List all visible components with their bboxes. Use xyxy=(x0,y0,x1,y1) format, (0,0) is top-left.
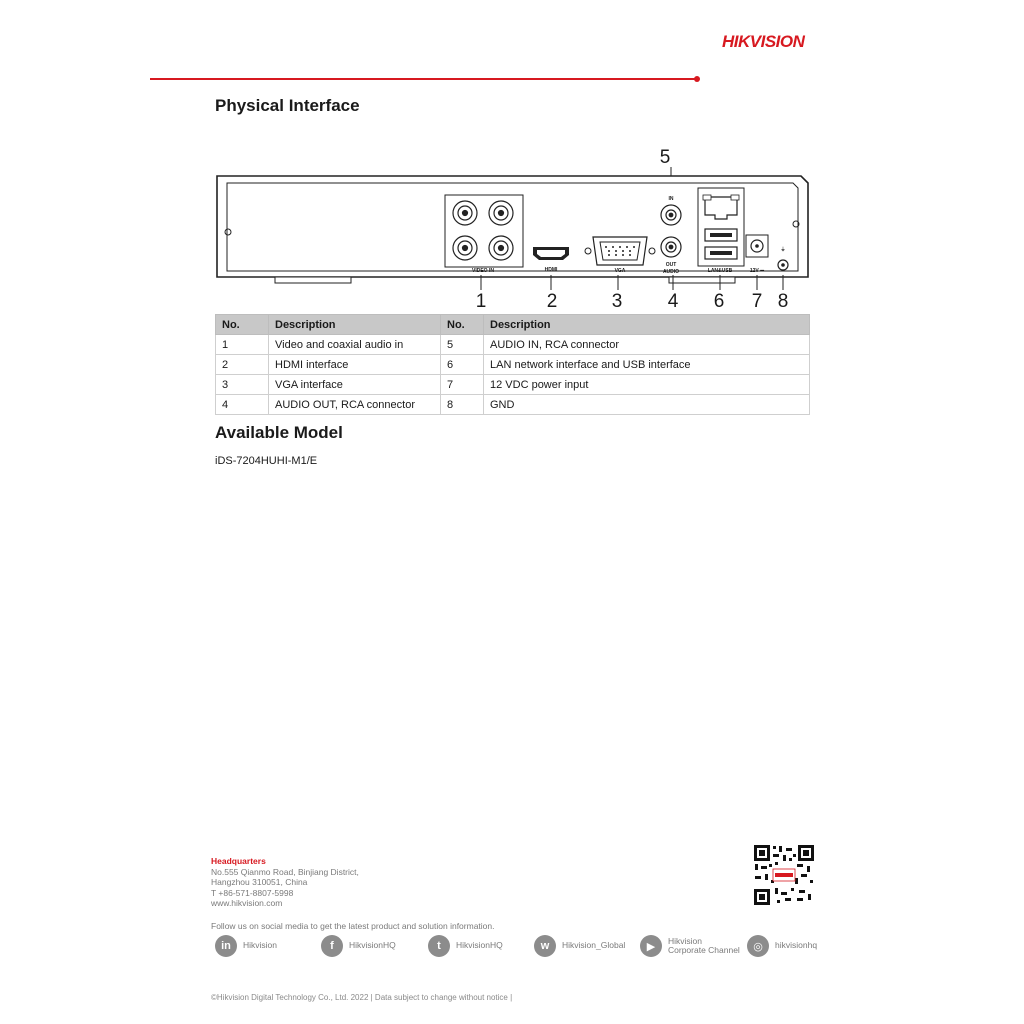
cell-description: HDMI interface xyxy=(269,355,441,375)
port-label-audio-in: IN xyxy=(668,196,674,202)
callout-3: 3 xyxy=(611,291,623,312)
rear-panel-diagram xyxy=(213,145,813,315)
cell-description: AUDIO OUT, RCA connector xyxy=(269,395,441,415)
copyright-notice: ©Hikvision Digital Technology Co., Ltd. 2022 | Data subject to change without notice | xyxy=(211,993,513,1002)
social-linkedin[interactable] xyxy=(215,935,277,957)
address-line: No.555 Qianmo Road, Binjiang District, xyxy=(211,866,359,877)
callout-2: 2 xyxy=(546,291,558,312)
cell-no: 3 xyxy=(216,375,269,395)
cell-description: LAN network interface and USB interface xyxy=(484,355,810,375)
port-label-gnd: ⏚ xyxy=(780,247,786,253)
cell-no: 4 xyxy=(216,395,269,415)
interface-table xyxy=(215,314,810,415)
header-divider xyxy=(150,78,695,80)
port-label-audio-out: OUT xyxy=(665,262,677,268)
social-wechat[interactable] xyxy=(534,935,625,957)
social-handle: HikvisionHQ xyxy=(349,940,396,951)
physical-interface-title: Physical Interface xyxy=(215,96,360,115)
hikvision-logo: HIKVISION xyxy=(722,32,805,51)
instagram-icon: ◎ xyxy=(747,935,769,957)
twitter-icon: t xyxy=(428,935,450,957)
facebook-icon: f xyxy=(321,935,343,957)
callout-5: 5 xyxy=(659,147,671,168)
header-description: Description xyxy=(269,315,441,335)
address-line: Hangzhou 310051, China xyxy=(211,877,308,887)
cell-no: 1 xyxy=(216,335,269,355)
social-intro-text: Follow us on social media to get the latest product and solution information. xyxy=(211,921,495,931)
header-no: No. xyxy=(441,315,484,335)
social-youtube[interactable] xyxy=(640,935,740,957)
table-row xyxy=(216,355,810,375)
cell-no: 2 xyxy=(216,355,269,375)
header-description: Description xyxy=(484,315,810,335)
cell-no: 5 xyxy=(441,335,484,355)
header-divider-dot xyxy=(694,76,700,82)
cell-description: Video and coaxial audio in xyxy=(269,335,441,355)
social-handle-line2: Corporate Channel xyxy=(668,945,740,955)
callout-6: 6 xyxy=(713,291,725,312)
social-instagram[interactable] xyxy=(747,935,817,957)
qr-code xyxy=(753,844,815,906)
port-label-video-in: VIDEO IN xyxy=(472,268,494,274)
table-header-row xyxy=(216,315,810,335)
headquarters-block xyxy=(211,856,359,909)
phone-number: T +86-571-8807-5998 xyxy=(211,887,294,898)
port-label-audio: AUDIO xyxy=(662,269,680,275)
callout-4: 4 xyxy=(667,291,679,312)
cell-description: AUDIO IN, RCA connector xyxy=(484,335,810,355)
available-model-title: Available Model xyxy=(215,423,343,442)
linkedin-icon: in xyxy=(215,935,237,957)
social-handle: Hikvision xyxy=(668,935,703,946)
model-number: iDS-7204HUHI-M1/E xyxy=(215,455,318,467)
table-row xyxy=(216,335,810,355)
header-no: No. xyxy=(216,315,269,335)
port-label-hdmi: HDMI xyxy=(544,267,558,273)
cell-description: GND xyxy=(484,395,810,415)
callout-1: 1 xyxy=(475,291,487,312)
social-twitter[interactable] xyxy=(428,935,503,957)
cell-no: 6 xyxy=(441,355,484,375)
cell-description: 12 VDC power input xyxy=(484,375,810,395)
port-label-power: 12V ⎓ xyxy=(749,268,765,274)
chassis-outline xyxy=(217,176,808,277)
cell-description: VGA interface xyxy=(269,375,441,395)
social-handle: hikvisionhq xyxy=(775,940,818,951)
table-row xyxy=(216,375,810,395)
headquarters-label: Headquarters xyxy=(211,856,266,866)
cell-no: 8 xyxy=(441,395,484,415)
table-row xyxy=(216,395,810,415)
callout-7: 7 xyxy=(751,291,763,312)
social-handle: Hikvision xyxy=(243,940,278,951)
wechat-icon: w xyxy=(534,935,556,957)
website-link[interactable]: www.hikvision.com xyxy=(211,898,283,908)
social-facebook[interactable] xyxy=(321,935,396,957)
port-label-vga: VGA xyxy=(614,268,626,274)
callout-8: 8 xyxy=(777,291,789,312)
youtube-icon: ▶ xyxy=(640,935,662,957)
social-handle: HikvisionHQ xyxy=(456,940,503,951)
cell-no: 7 xyxy=(441,375,484,395)
social-handle: Hikvision_Global xyxy=(562,940,626,951)
port-label-lan-usb: LAN&USB xyxy=(707,268,733,274)
